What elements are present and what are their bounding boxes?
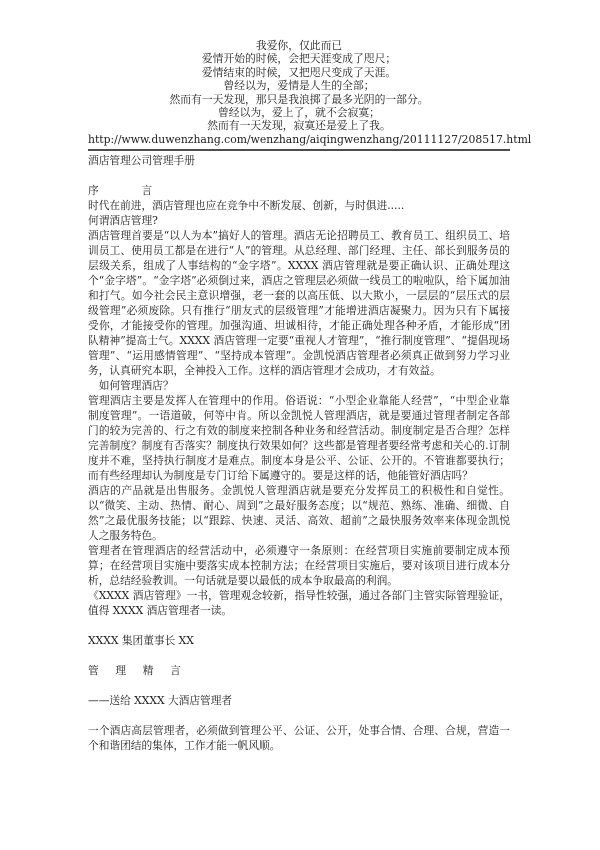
quote-line: 爱情结束的时候，又把咫尺变成了天涯。: [201, 65, 397, 79]
paragraph: ——送给 XXXX 大酒店管理者: [88, 694, 233, 708]
document-content: [88, 0, 532, 753]
paragraph: [88, 648, 510, 663]
paragraph: 序 言: [88, 184, 153, 198]
paragraph: XXXX 集团董事长 XX: [88, 634, 194, 648]
document-body: [88, 153, 510, 753]
paragraph: 管理酒店主要是发挥人在管理中的作用。俗语说：“小型企业靠能人经营”，“中型企业靠制度管理”。一语道破，何等中肯。所以金凯悦人管理酒店，就是要通过管理者制定各部门的较为完善的、行之有效的制度来控制各种业务和经营活动。制度制定是否合理？怎样完善制度？制度有否落实？制度执行效果如何？这些都是管理者要经常考虑和关心的.订制度并不难，坚持执行制度才是难点。制度本身是公平、公证、公开的。不管谁都要执行；而有些经理却认为制度是专门订给下属遵守的。要是这样的话，他能管好酒店吗？: [88, 394, 510, 483]
quote-line: 曾经以为，爱情是人生的全部；: [223, 79, 375, 93]
divider-line: [88, 149, 510, 151]
quote-line: 爱情开始的时候，会把天涯变成了咫尺；: [201, 52, 397, 66]
paragraph: 酒店管理首要是“以人为本”搞好人的管理。酒店无论招聘员工、教育员工、组织员工、培训员工、使用员工都是在进行“人”的管理。从总经理、部门经理、主任、部长到服务员的层级关系，组成了人事结构的“金字塔”。XXXX 酒店管理就是要正确认识、正确处理这个“金字塔”。“金字塔”必须倒过来，酒店之管理层必须做一线员工的啦啦队，给下属加油和打气。如今社会民主意识增强，老一套的以高压低、以大欺小，一层层的“层压式的层级管理”必须废除。只有推行“朋友式的层级管理”才能增进酒店凝聚力。因为只有下属接受你，才能接受你的管理。加强沟通、坦诚相待，才能正确处理各种矛盾，才能形成“团队精神”提高士气。XXXX 酒店管理一定要“重视人才管理”，“推行制度管理”、“提倡现场管理”、“运用感情管理”、“坚持成本管理”。金凯悦酒店管理者必须真正做到努力学习业务，认真研究本职，全神投入工作。这样的酒店管理才会成功，才有效益。: [88, 229, 510, 378]
paragraph: 时代在前进，酒店管理也应在竞争中不断发展、创新，与时俱进.....: [88, 199, 405, 213]
paragraph: 《XXXX 酒店管理》一书，管理观念较新，指导性较强，通过各部门主管实际管理验证，值得 XXXX 酒店管理者一读。: [88, 589, 510, 618]
quote-line: 然而有一天发现，寂寞还是爱上了我。: [207, 119, 391, 133]
paragraph: 管 理 精 言: [88, 664, 184, 678]
quote-line: 曾经以为，爱上了，就不会寂寞；: [218, 106, 380, 120]
quote-header: [88, 39, 532, 146]
paragraph: 如何管理酒店？: [88, 379, 174, 393]
paragraph: 何谓酒店管理?: [88, 214, 158, 228]
paragraph: [88, 708, 510, 723]
paragraph: [88, 618, 510, 633]
source-url: http://www.duwenzhang.com/wenzhang/aiqingwenzhang/20111127/208517.html: [88, 132, 532, 146]
quote-line: 我爱你，仅此而已: [255, 39, 343, 52]
quote-line: 然而有一天发现，那只是我浪掷了最多光阴的一部分。: [169, 92, 429, 106]
paragraph: 一个酒店高层管理者，必须做到管理公平、公证、公开，处事合情、合理、合规，营造一个和谐团结的集体，工作才能一帆风顺。: [88, 724, 510, 753]
quote-lines: [88, 39, 510, 133]
paragraph: 酒店的产品就是出售服务。金凯悦人管理酒店就是要充分发挥员工的积极性和自觉性。以“微笑、主动、热情、耐心、周到”之最好服务态度；以“规范、熟练、准确、细微、自然”之最优服务技能；以“跟踪、快速、灵活、高效、超前”之最快服务效率来体现金凯悦人之服务特色。: [88, 484, 510, 543]
paragraph: 管理者在管理酒店的经营活动中，必须遵守一条原则：在经营项目实施前要制定成本预算；在经营项目实施中要落实成本控制方法；在经营项目实施后，要对该项目进行成本分析，总结经验教训。一句话就是要以最低的成本争取最高的利润。: [88, 544, 510, 588]
paragraph: [88, 678, 510, 693]
paragraph: [88, 168, 510, 183]
paragraph: 酒店管理公司管理手册: [88, 154, 195, 168]
